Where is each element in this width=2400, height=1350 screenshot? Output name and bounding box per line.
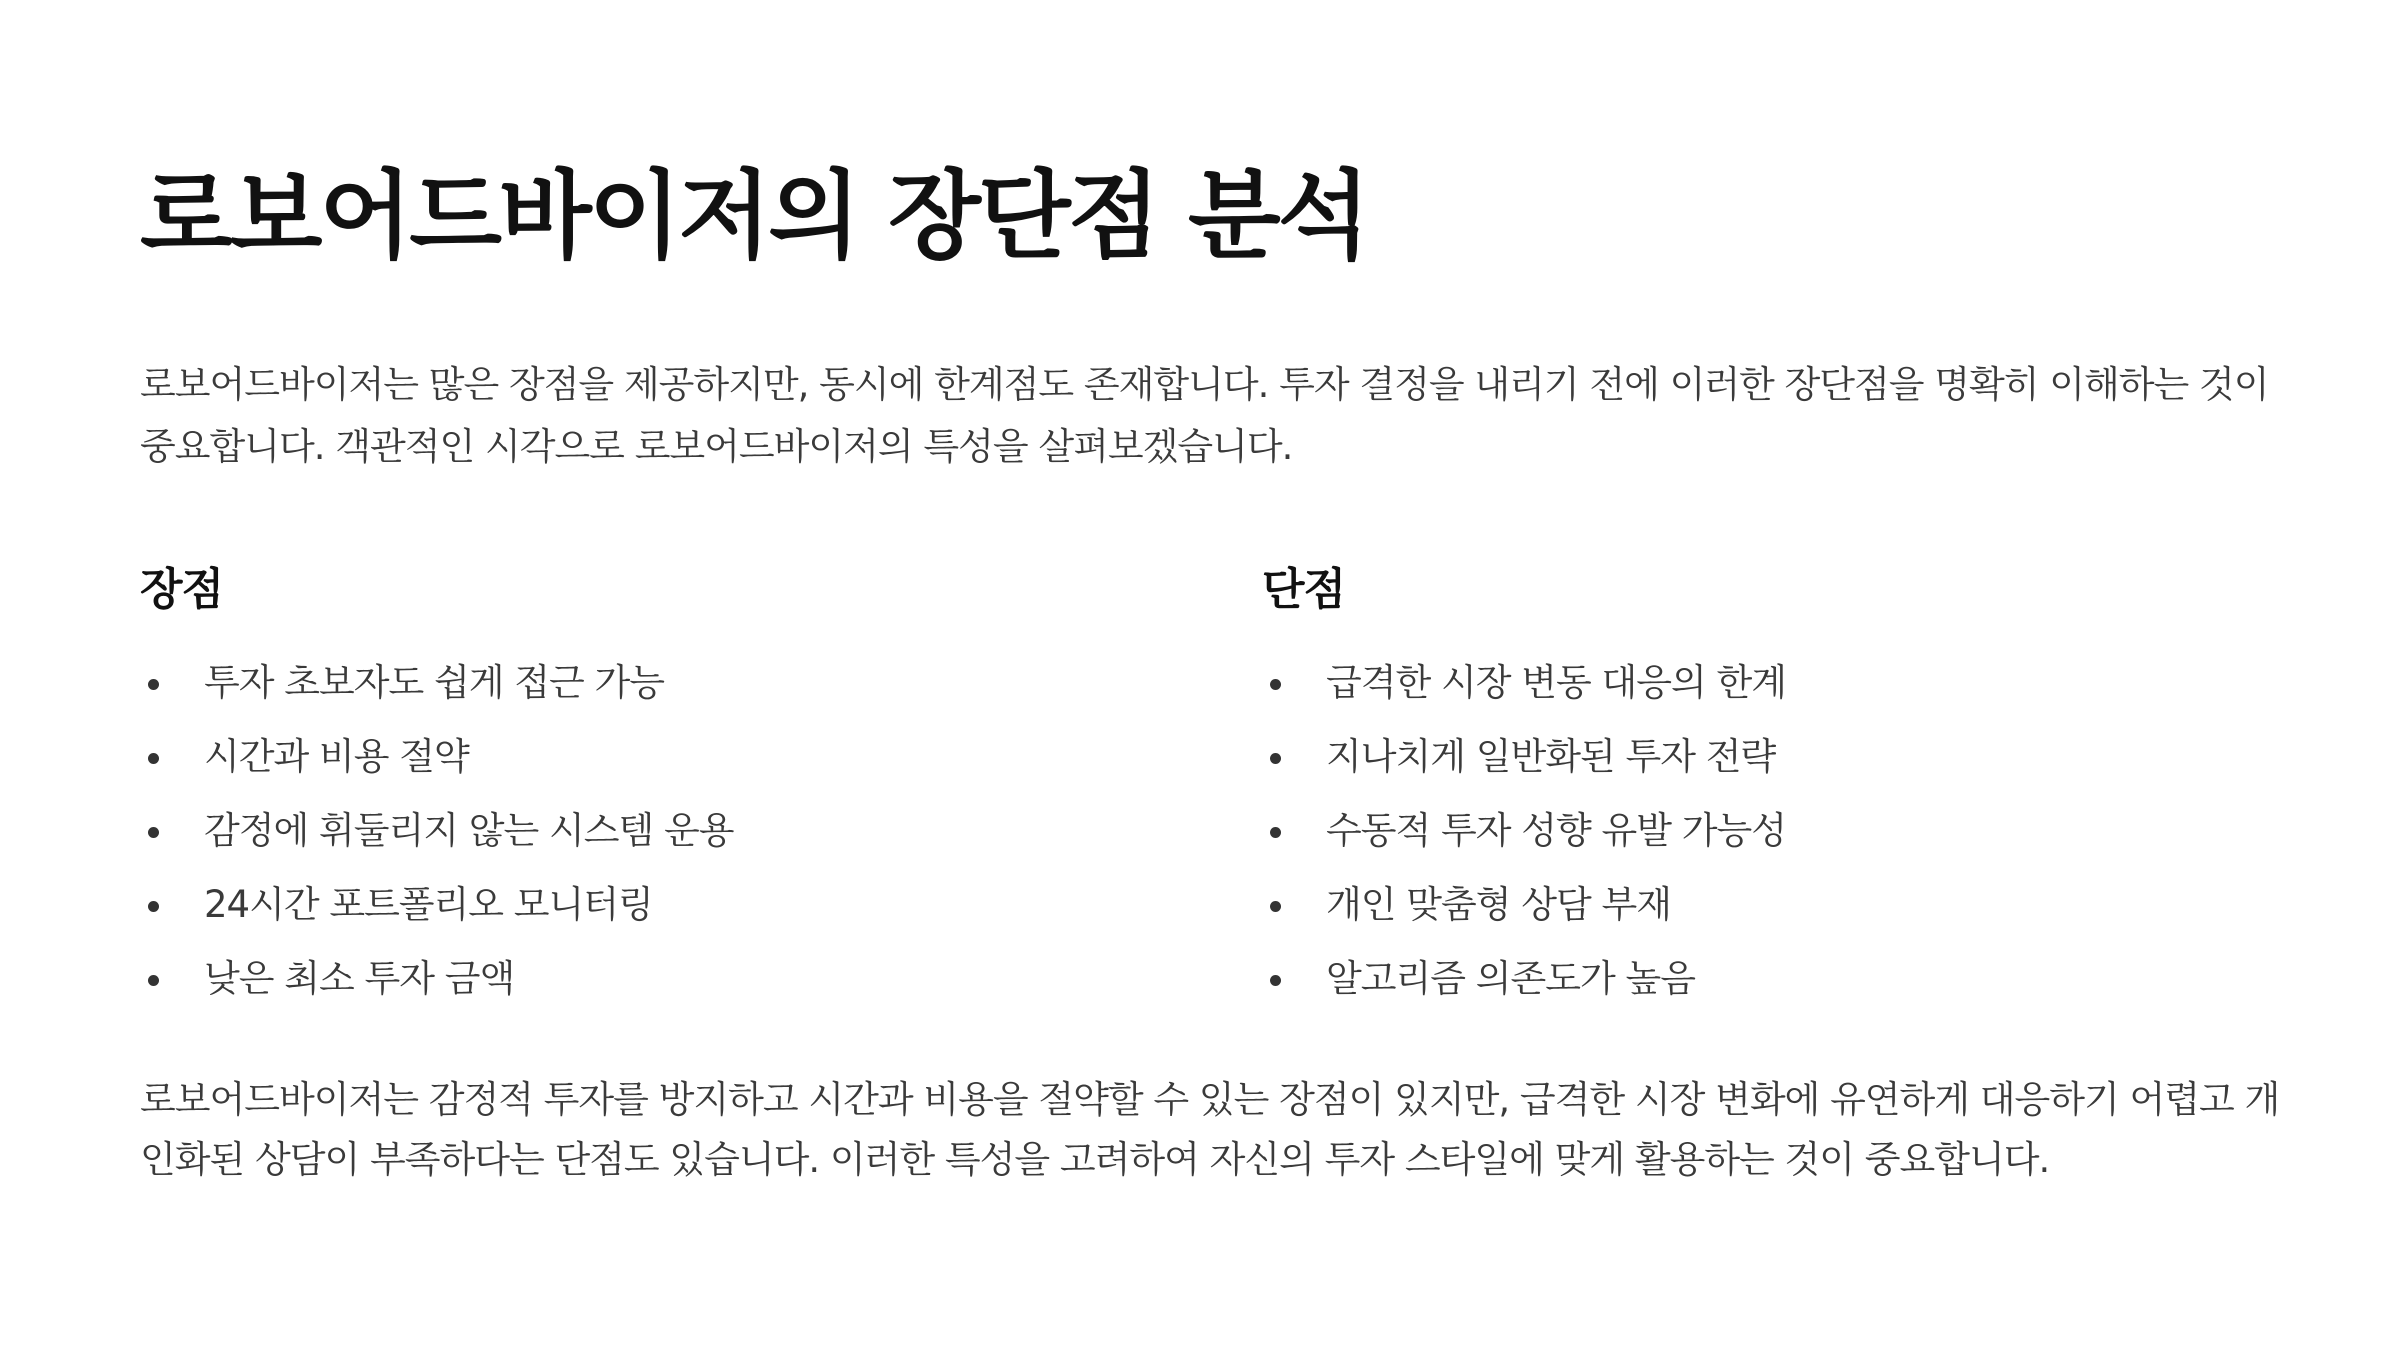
slide <box>140 0 2280 1350</box>
cons-item-text: 수동적 투자 성향 유발 가능성 <box>1326 809 1786 852</box>
cons-list <box>1262 646 2262 1016</box>
pros-list <box>140 646 1140 1016</box>
bullet-icon <box>148 679 159 690</box>
cons-item-text: 알고리즘 의존도가 높음 <box>1326 957 1695 1000</box>
pros-list-item <box>140 868 1140 942</box>
pros-item-text: 감정에 휘둘리지 않는 시스템 운용 <box>204 809 734 852</box>
cons-item-text: 개인 맞춤형 상담 부재 <box>1326 883 1671 926</box>
pros-list-item <box>140 720 1140 794</box>
cons-column <box>1262 556 2262 1016</box>
pros-column <box>140 556 1140 1016</box>
pros-item-text: 낮은 최소 투자 금액 <box>204 957 515 1000</box>
bullet-icon <box>148 975 159 986</box>
cons-list-item <box>1262 720 2262 794</box>
summary-paragraph: 로보어드바이저는 감정적 투자를 방지하고 시간과 비용을 절약할 수 있는 장점이 있지만, 급격한 시장 변화에 유연하게 대응하기 어렵고 개인화된 상담이 부족하다는 단점도 있습니다. 이러한 특성을 고려하여 자신의 투자 스타일에 맞게 활용하는 것이 중요합니다. <box>140 1078 2280 1181</box>
pros-item-text: 투자 초보자도 쉽게 접근 가능 <box>204 661 664 704</box>
cons-list-item <box>1262 794 2262 868</box>
cons-list-item <box>1262 868 2262 942</box>
pros-list-item <box>140 646 1140 720</box>
cons-list-item <box>1262 942 2262 1016</box>
bullet-icon <box>148 753 159 764</box>
cons-item-text: 급격한 시장 변동 대응의 한계 <box>1326 661 1786 704</box>
bullet-icon <box>148 901 159 912</box>
pros-item-text: 시간과 비용 절약 <box>204 735 469 778</box>
intro-paragraph: 로보어드바이저는 많은 장점을 제공하지만, 동시에 한계점도 존재합니다. 투자 결정을 내리기 전에 이러한 장단점을 명확히 이해하는 것이 중요합니다. 객관적인 시각으로 로보어드바이저의 특성을 살펴보겠습니다. <box>140 363 2269 468</box>
pros-heading: 장점 <box>140 564 224 615</box>
bullet-icon <box>1270 753 1281 764</box>
pros-item-text: 24시간 포트폴리오 모니터링 <box>204 883 653 926</box>
page-title: 로보어드바이저의 장단점 분석 <box>140 160 1368 272</box>
cons-item-text: 지나치게 일반화된 투자 전략 <box>1326 735 1776 778</box>
pros-list-item <box>140 794 1140 868</box>
pros-list-item <box>140 942 1140 1016</box>
cons-heading: 단점 <box>1262 564 1346 615</box>
bullet-icon <box>1270 679 1281 690</box>
bullet-icon <box>1270 975 1281 986</box>
cons-list-item <box>1262 646 2262 720</box>
bullet-icon <box>1270 827 1281 838</box>
bullet-icon <box>148 827 159 838</box>
bullet-icon <box>1270 901 1281 912</box>
